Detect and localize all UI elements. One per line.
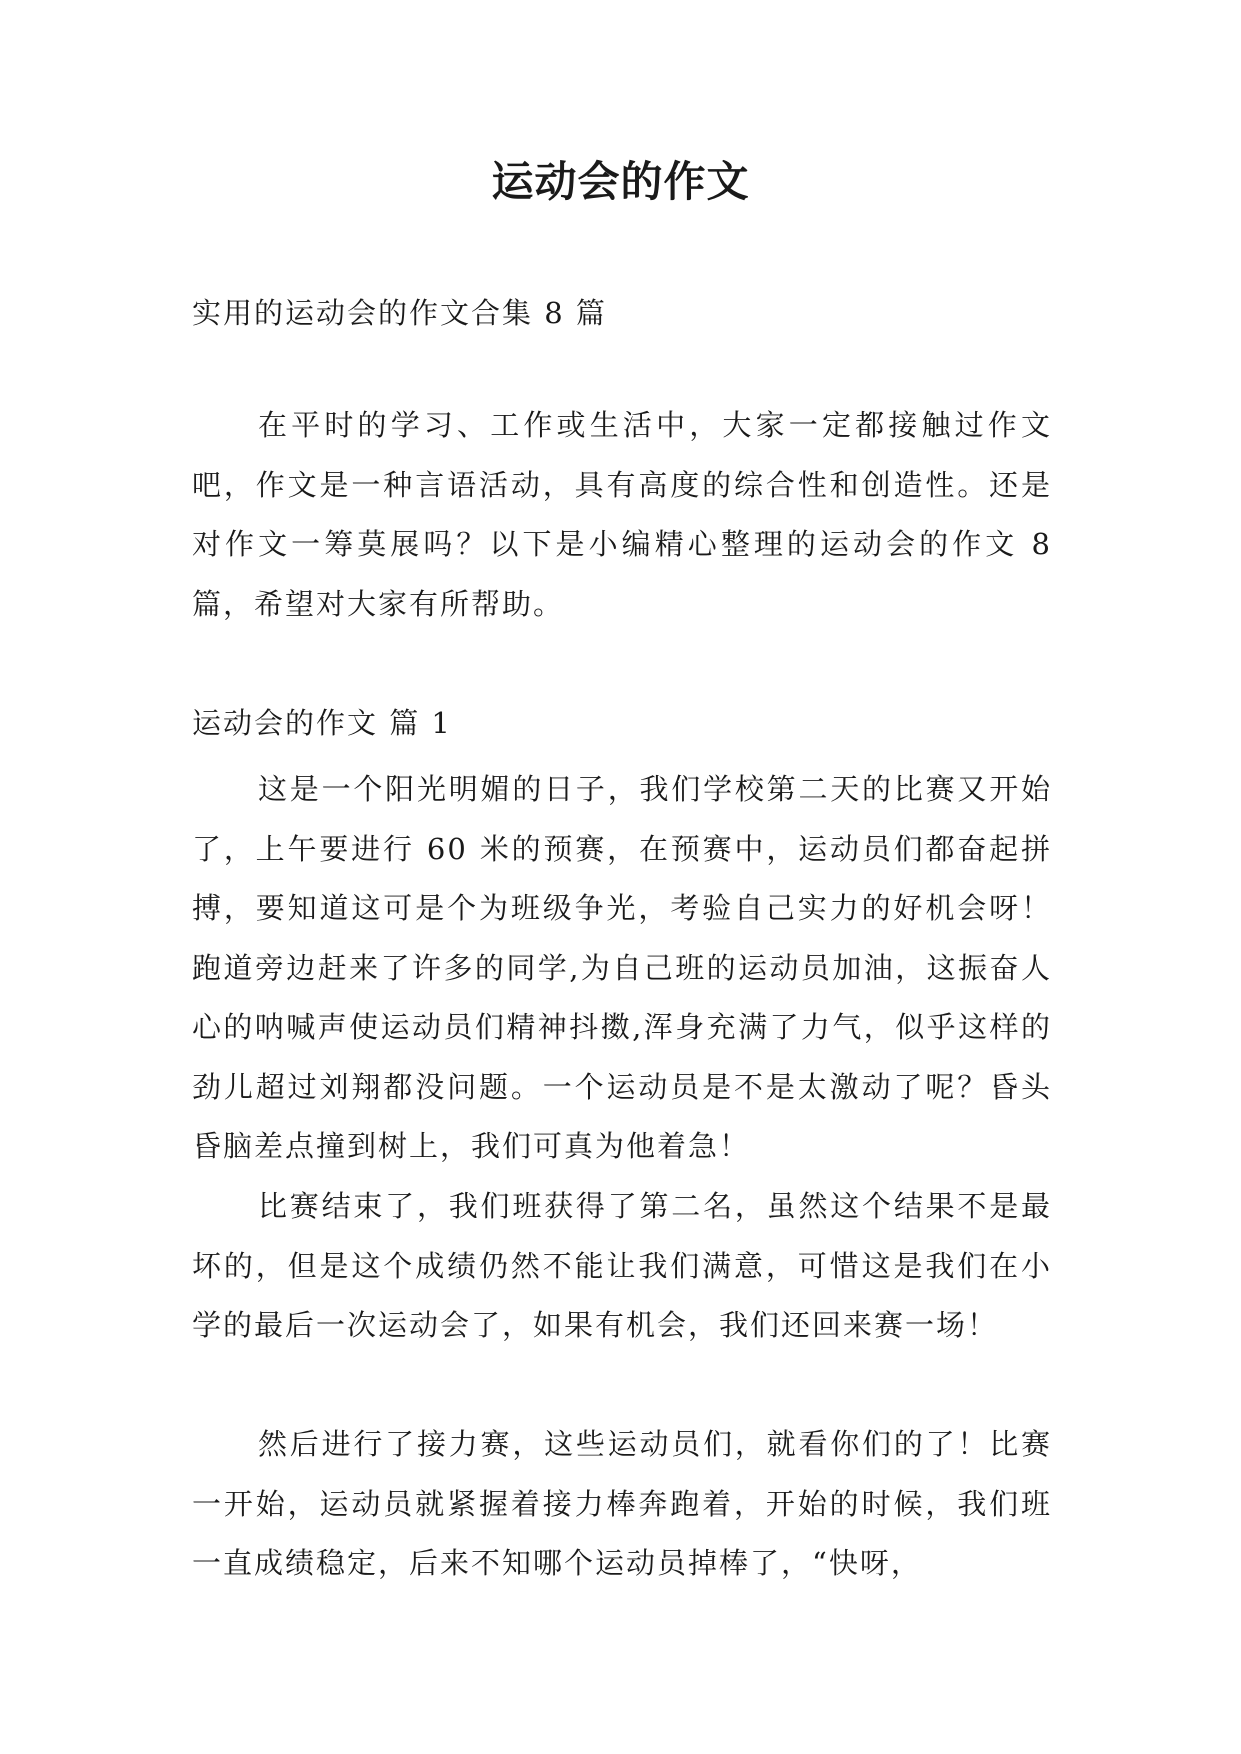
- body-paragraph-2: 比赛结束了，我们班获得了第二名，虽然这个结果不是最坏的，但是这个成绩仍然不能让我们满意，可惜这是我们在小学的最后一次运动会了，如果有机会，我们还回来赛一场！: [192, 1189, 1052, 1342]
- section-heading: 运动会的作文 篇 1: [192, 706, 452, 740]
- body-paragraph-1: 这是一个阳光明媚的日子，我们学校第二天的比赛又开始了，上午要进行 60 米的预赛，在预赛中，运动员们都奋起拼搏，要知道这可是个为班级争光，考验自己实力的好机会呀！跑道旁边赶来了许多的同学,为自己班的运动员加油，这振奋人心的呐喊声使运动员们精神抖擞,浑身充满了力气，似乎这样的劲儿超过刘翔都没问题。一个运动员是不是太激动了呢？昏头昏脑差点撞到树上，我们可真为他着急！: [192, 772, 1052, 1163]
- intro-paragraph: 在平时的学习、工作或生活中，大家一定都接触过作文吧，作文是一种言语活动，具有高度的综合性和创造性。还是对作文一筹莫展吗？以下是小编精心整理的运动会的作文 8 篇，希望对大家有所帮助。: [192, 408, 1052, 621]
- document-subtitle: 实用的运动会的作文合集 8 篇: [192, 296, 607, 330]
- body-paragraph-3: 然后进行了接力赛，这些运动员们，就看你们的了！比赛一开始，运动员就紧握着接力棒奔跑着，开始的时候，我们班一直成绩稳定，后来不知哪个运动员掉棒了，“快呀，: [192, 1427, 1052, 1580]
- document-title: 运动会的作文: [491, 157, 750, 206]
